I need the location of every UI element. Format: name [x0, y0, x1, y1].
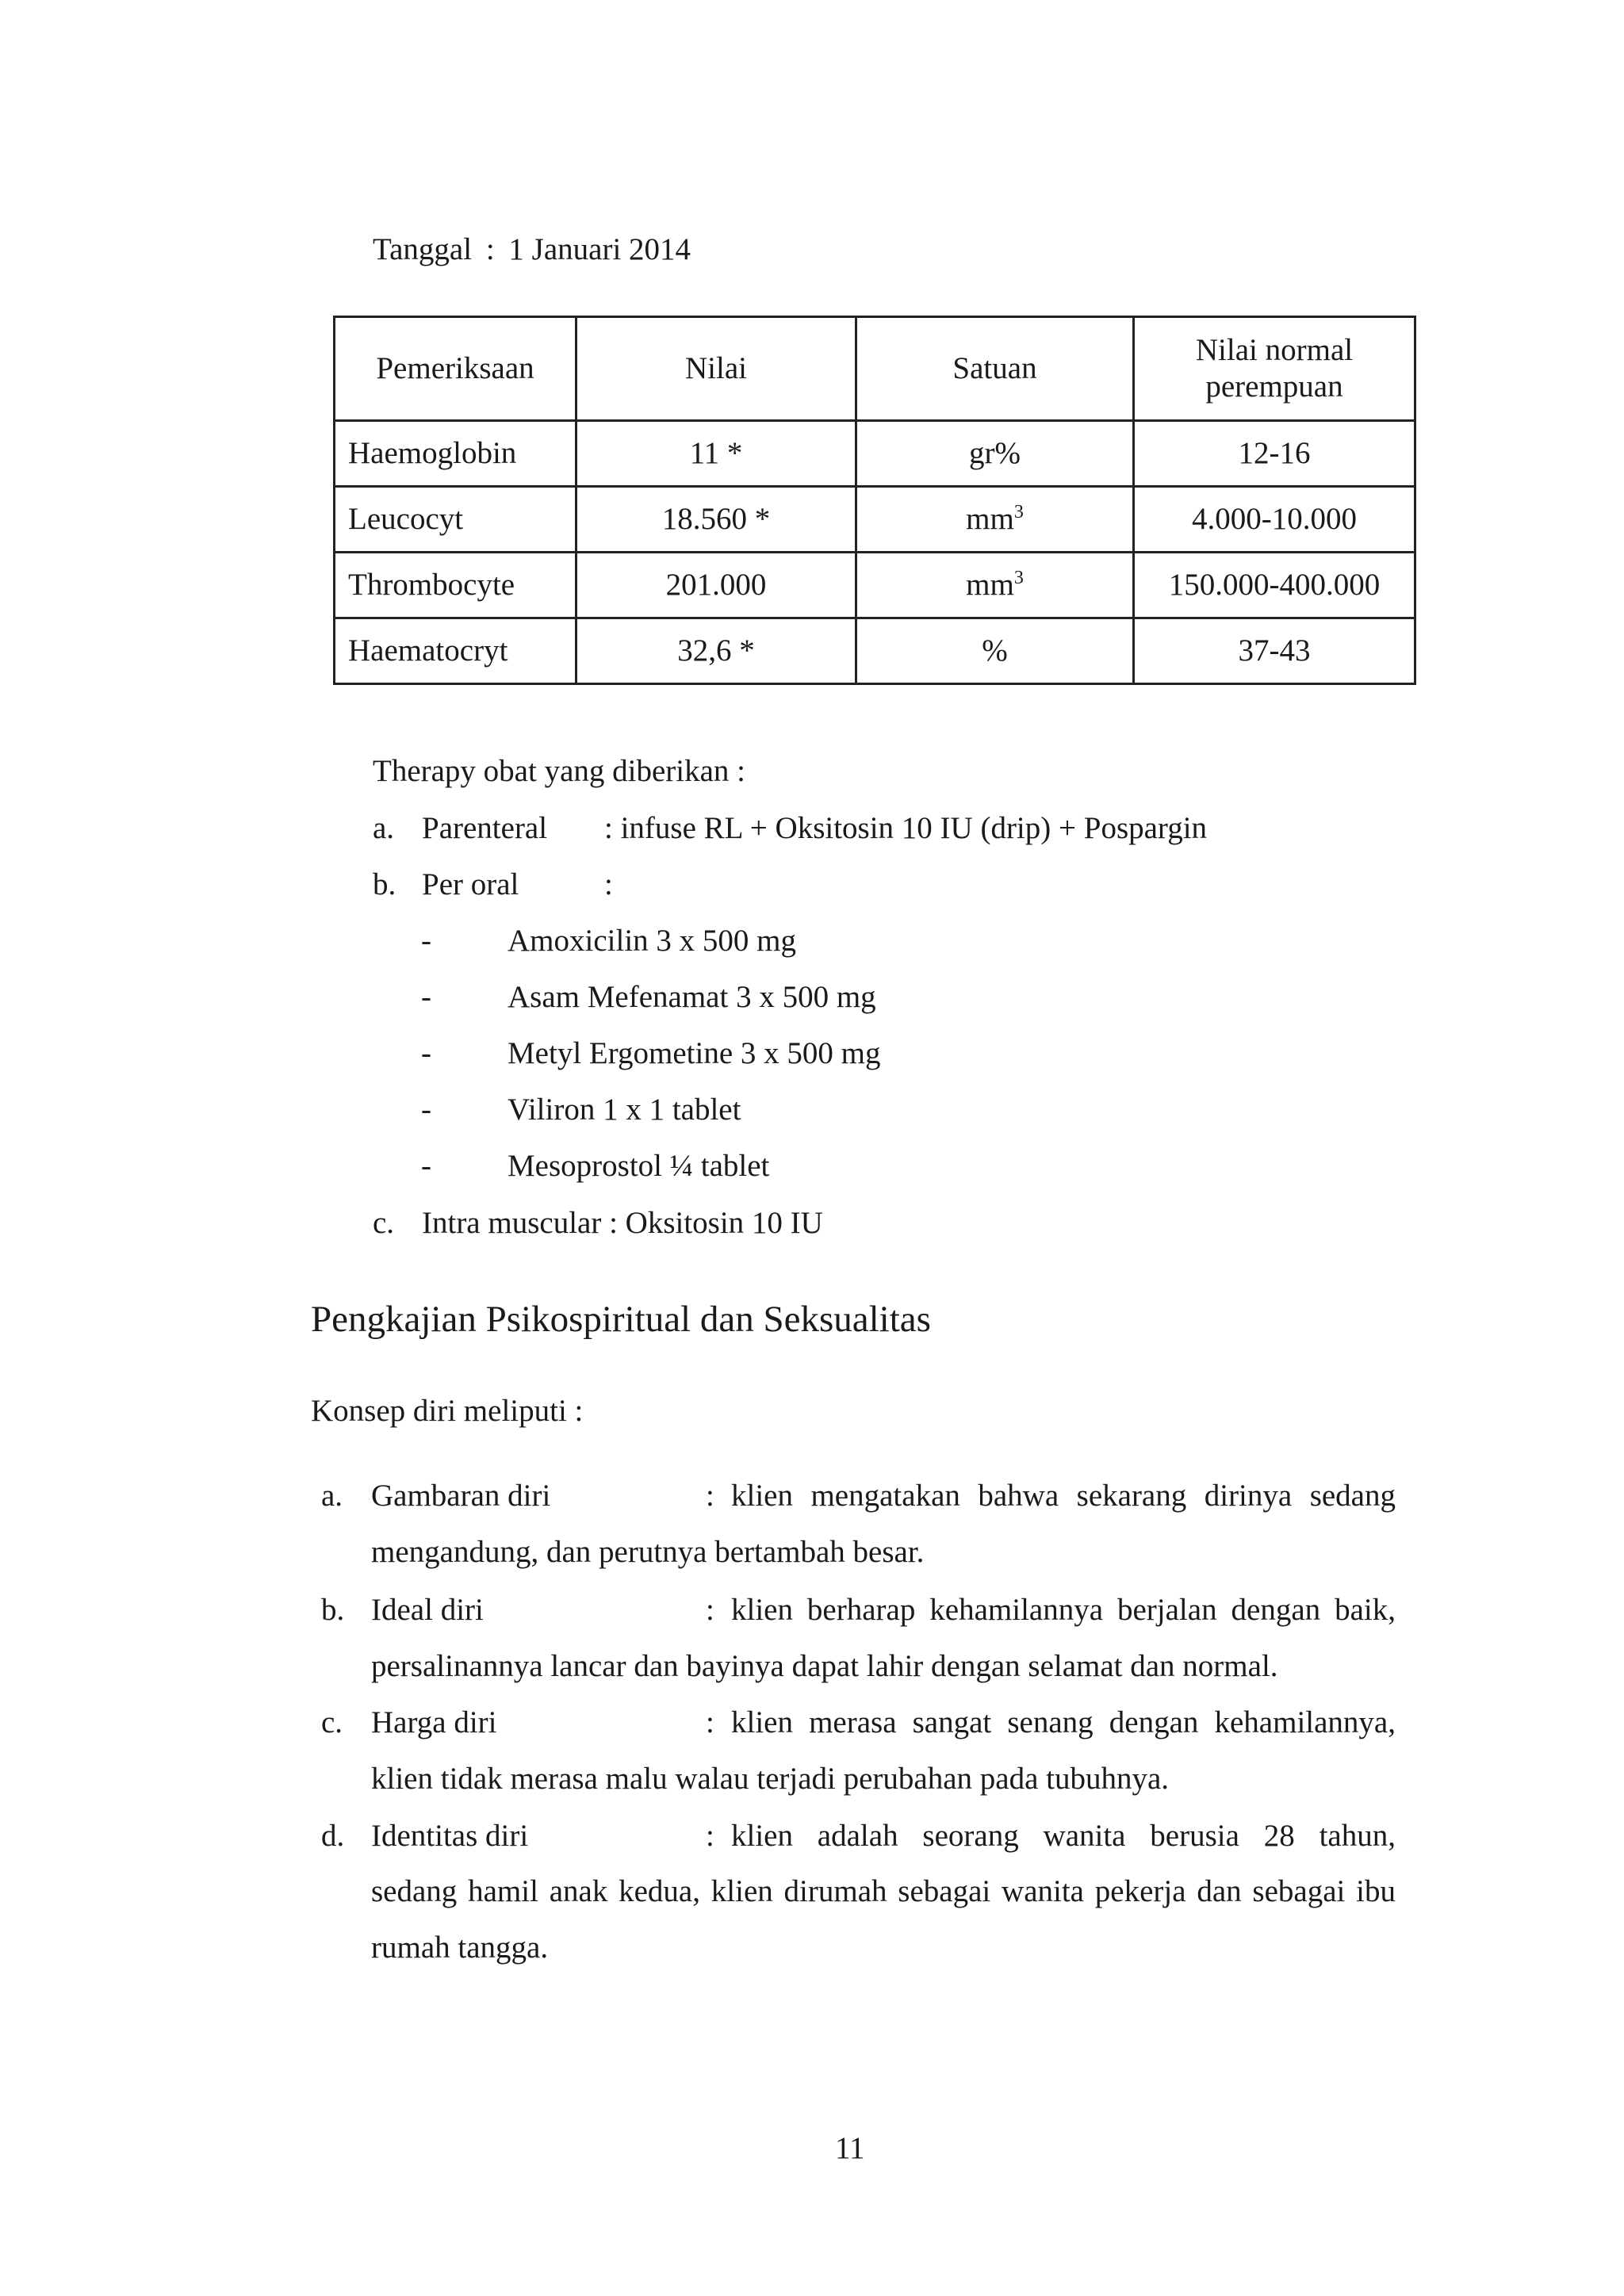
lab-results-table: [333, 316, 1416, 685]
konsep-colon: :: [706, 1593, 714, 1627]
list-marker: b.: [373, 867, 396, 901]
header-pemeriksaan: Pemeriksaan: [335, 317, 576, 421]
konsep-colon: :: [706, 1479, 714, 1513]
cell-normal: 12-16: [1134, 421, 1415, 487]
list-marker: a.: [373, 811, 395, 845]
konsep-label: Harga diri: [371, 1705, 497, 1739]
cell-value: 18.560 *: [576, 487, 856, 553]
date-label: Tanggal: [373, 232, 473, 266]
cell-value: 201.000: [576, 553, 856, 618]
therapy-label: Parenteral: [422, 811, 548, 845]
konsep-rest: klien tidak merasa malu walau terjadi perubahan pada tubuhnya.: [371, 1762, 1170, 1796]
konsep-colon: :: [706, 1819, 714, 1853]
cell-normal: 37-43: [1134, 618, 1415, 684]
therapy-text: :: [604, 867, 613, 901]
cell-value: 11 *: [576, 421, 856, 487]
list-marker: d.: [321, 1819, 345, 1853]
header-nilai: Nilai: [576, 317, 856, 421]
table-row: [335, 487, 1415, 553]
oral-text: Viliron 1 x 1 tablet: [508, 1093, 741, 1127]
konsep-label: Gambaran diri: [371, 1479, 551, 1513]
list-marker: b.: [321, 1593, 345, 1627]
konsep-first-line: klien adalah seorang wanita berusia 28 tahun,: [731, 1819, 1396, 1853]
cell-test: Thrombocyte: [335, 553, 576, 618]
oral-text: Amoxicilin 3 x 500 mg: [508, 924, 796, 958]
table-row: [335, 421, 1415, 487]
konsep-first-line: klien merasa sangat senang dengan kehamilannya,: [731, 1705, 1396, 1739]
konsep-colon: :: [706, 1705, 714, 1739]
cell-unit: %: [856, 618, 1134, 684]
konsep-intro: Konsep diri meliputi :: [311, 1394, 584, 1428]
table-header-row: [335, 317, 1415, 421]
dash: -: [421, 1149, 431, 1183]
dash: -: [421, 1093, 431, 1127]
dash: -: [421, 1036, 431, 1070]
cell-test: Haemoglobin: [335, 421, 576, 487]
list-marker: c.: [373, 1206, 395, 1240]
therapy-intro: Therapy obat yang diberikan :: [373, 754, 745, 788]
oral-text: Metyl Ergometine 3 x 500 mg: [508, 1036, 881, 1070]
oral-text: Mesoprostol ¼ tablet: [508, 1149, 770, 1183]
konsep-rest: sedang hamil anak kedua, klien dirumah sebagai wanita pekerja dan sebagai ibu rumah tangga.: [371, 1874, 1396, 1965]
cell-unit: $mm^3$: [856, 553, 1134, 618]
list-marker: c.: [321, 1705, 343, 1739]
dash: -: [421, 924, 431, 958]
page-number: 11: [835, 2131, 865, 2165]
cell-value: 32,6 *: [576, 618, 856, 684]
date-separator: :: [485, 232, 495, 266]
cell-normal: 150.000-400.000: [1134, 553, 1415, 618]
oral-text: Asam Mefenamat 3 x 500 mg: [508, 980, 876, 1014]
therapy-text: Intra muscular : Oksitosin 10 IU: [422, 1206, 823, 1240]
cell-unit: $mm^3$: [856, 487, 1134, 553]
date-value: 1 Januari 2014: [508, 232, 691, 266]
date-line: [373, 232, 691, 269]
cell-normal: 4.000-10.000: [1134, 487, 1415, 553]
konsep-label: Identitas diri: [371, 1819, 529, 1853]
konsep-label: Ideal diri: [371, 1593, 484, 1627]
konsep-rest: mengandung, dan perutnya bertambah besar.: [371, 1535, 925, 1569]
cell-test: Haematocryt: [335, 618, 576, 684]
dash: -: [421, 980, 431, 1014]
konsep-first-line: klien mengatakan bahwa sekarang dirinya sedang: [731, 1479, 1396, 1513]
header-satuan: Satuan: [856, 317, 1134, 421]
section-heading: Pengkajian Psikospiritual dan Seksualitas: [311, 1299, 931, 1340]
cell-test: Leucocyt: [335, 487, 576, 553]
therapy-label: Per oral: [422, 867, 519, 901]
konsep-rest: persalinannya lancar dan bayinya dapat lahir dengan selamat dan normal.: [371, 1649, 1278, 1683]
table-row: [335, 618, 1415, 684]
cell-unit: gr%: [856, 421, 1134, 487]
header-nilai-normal: Nilai normal perempuan: [1134, 317, 1415, 421]
table-row: [335, 553, 1415, 618]
konsep-first-line: klien berharap kehamilannya berjalan dengan baik,: [731, 1593, 1396, 1627]
list-marker: a.: [321, 1479, 343, 1513]
therapy-text: : infuse RL + Oksitosin 10 IU (drip) + Pospargin: [604, 811, 1208, 845]
